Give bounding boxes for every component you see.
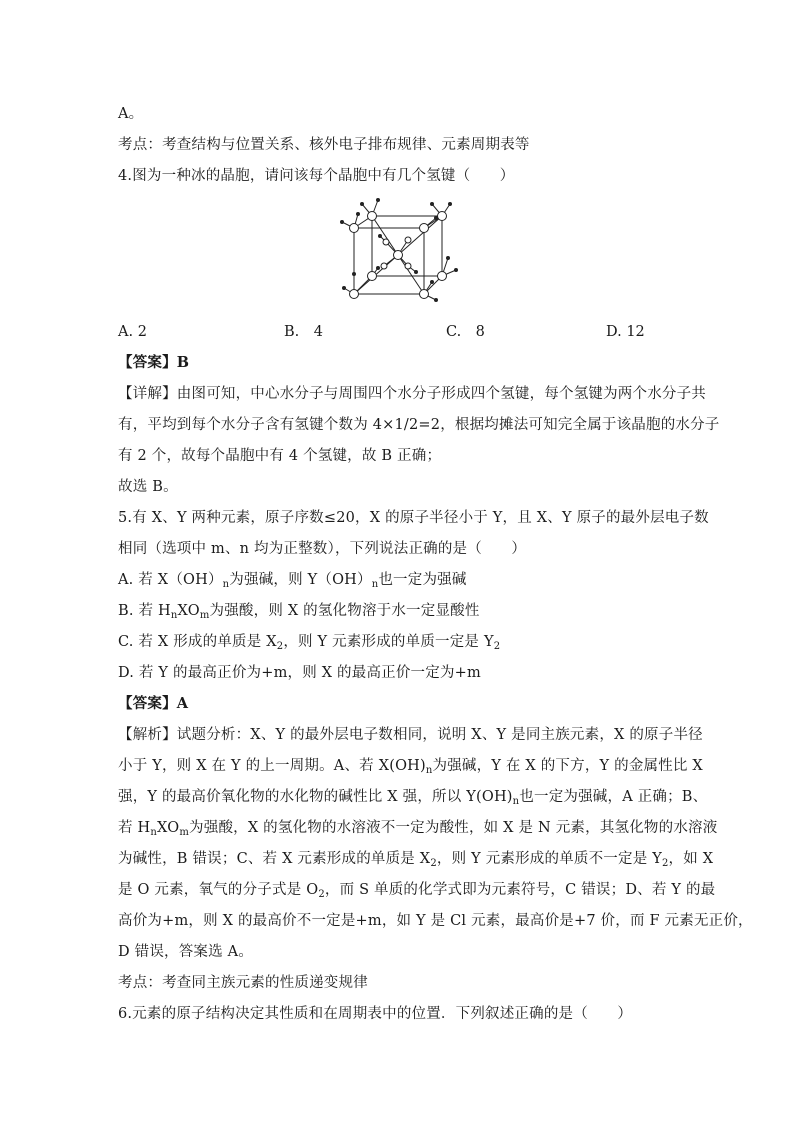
q5-point-text: 考点：考查同主族元素的性质递变规律: [118, 975, 368, 991]
q4-option-d: D. 12: [606, 324, 645, 340]
q5-option-a-text: A. 若 X（OH）: [118, 572, 223, 588]
q5-stem-line: 5.有 X、Y 两种元素，原子序数≤20，X 的原子半径小于 Y，且 X、Y 原子的最外层电子数: [118, 510, 709, 526]
subscript-m: m: [179, 827, 190, 838]
ice-crystal-cell-diagram: [336, 196, 466, 304]
q5-analysis-text: ，则 Y 元素形成的单质不一定是 Y: [436, 851, 662, 867]
q4-option-b: B. 4: [284, 324, 323, 340]
q5-analysis-line: 高价为+m，则 X 的最高价不一定是+m，如 Y 是 Cl 元素，最高价是+7 价，而 F 元素无正价，: [118, 913, 753, 929]
subscript-n: n: [425, 765, 433, 776]
q5-analysis-line: [118, 849, 713, 869]
q4-answer: 【答案】B: [118, 354, 190, 371]
q5-analysis-text: 若 H: [118, 820, 151, 836]
q5-option-b-text: 为强酸，则 X 的氢化物溶于水一定显酸性: [209, 603, 480, 619]
q5-analysis-text: ，而 S 单质的化学式即为元素符号，C 错误；D、若 Y 的最: [324, 882, 716, 898]
q5-option-b: [118, 601, 480, 621]
q5-analysis-text: 是 O 元素，氧气的分子式是 O: [118, 882, 319, 898]
q5-analysis-line: [118, 880, 715, 900]
q5-analysis-text: 为强碱，Y 在 X 的下方，Y 的金属性比 X: [432, 758, 703, 774]
answer-tail-text: A。: [118, 106, 144, 122]
q5-analysis-line: 【解析】试题分析：X、Y 的最外层电子数相同，说明 X、Y 是同主族元素，X 的原子半径: [118, 727, 703, 743]
subscript-2: 2: [661, 858, 669, 869]
q5-option-c-text: C. 若 X 形成的单质是 X: [118, 634, 277, 650]
q4-detail-line: 有，平均到每个水分子含有氢键个数为 4×1/2=2，根据均摊法可知完全属于该晶胞的水分子: [118, 417, 720, 433]
q5-option-c: [118, 632, 500, 652]
q5-stem-line: 相同（选项中 m、n 均为正整数），下列说法正确的是（ ）: [118, 541, 527, 557]
subscript-n: n: [222, 579, 230, 590]
q5-option-a: [118, 570, 467, 590]
subscript-n: n: [170, 610, 178, 621]
subscript-2: 2: [493, 641, 501, 652]
subscript-2: 2: [430, 858, 437, 869]
q5-analysis-text: 小于 Y，则 X 在 Y 的上一周期。A、若 X(OH): [118, 758, 426, 774]
q5-option-c-text: ，则 Y 元素形成的单质一定是 Y: [283, 634, 494, 650]
q6-stem: 6.元素的原子结构决定其性质和在周期表中的位置．下列叙述正确的是（ ）: [118, 1006, 633, 1022]
subscript-n: n: [512, 796, 520, 807]
q5-analysis-text: 强，Y 的最高价氧化物的水化物的碱性比 X 强，所以 Y(OH): [118, 789, 513, 805]
subscript-n: n: [150, 827, 157, 838]
q5-option-a-text: 也一定为强碱: [378, 572, 467, 588]
q5-option-a-text: 为强碱，则 Y（OH）: [229, 572, 372, 588]
q4-option-a: A. 2: [118, 324, 147, 340]
q5-option-b-text: B. 若 H: [118, 603, 171, 619]
q5-analysis-text: 也一定为强碱，A 正确；B、: [519, 789, 708, 805]
subscript-m: m: [199, 610, 210, 621]
ice-crystal-cell-figure: [336, 196, 466, 308]
q5-analysis-line: [118, 756, 703, 776]
subscript-2: 2: [276, 641, 284, 652]
q5-option-b-text: XO: [177, 603, 200, 619]
q5-analysis-line: [118, 787, 707, 807]
q5-analysis-text: XO: [157, 820, 180, 836]
q4-stem: 4.图为一种冰的晶胞，请问该每个晶胞中有几个氢键（ ）: [118, 168, 515, 184]
q5-analysis-text: 为碱性，B 错误；C、若 X 元素形成的单质是 X: [118, 851, 431, 867]
subscript-2: 2: [318, 889, 325, 900]
q3-point-text: 考点：考查结构与位置关系、核外电子排布规律、元素周期表等: [118, 137, 530, 153]
subscript-n: n: [371, 579, 379, 590]
q5-analysis-text: ，如 X: [668, 851, 714, 867]
q5-analysis-text: 为强酸，X 的氢化物的水溶液不一定为酸性，如 X 是 N 元素，其氢化物的水溶液: [189, 820, 718, 836]
q4-detail-line: 故选 B。: [118, 479, 178, 495]
q4-option-c: C. 8: [446, 324, 485, 340]
q5-analysis-line: [118, 818, 717, 838]
q4-detail-line: 【详解】由图可知，中心水分子与周围四个水分子形成四个氢键，每个氢键为两个水分子共: [118, 386, 706, 402]
q4-detail-line: 有 2 个，故每个晶胞中有 4 个氢键，故 B 正确；: [118, 448, 442, 464]
q5-analysis-line: D 错误，答案选 A。: [118, 944, 254, 960]
q5-answer: 【答案】A: [118, 695, 189, 712]
q5-option-d: D. 若 Y 的最高正价为+m，则 X 的最高正价一定为+m: [118, 665, 481, 681]
